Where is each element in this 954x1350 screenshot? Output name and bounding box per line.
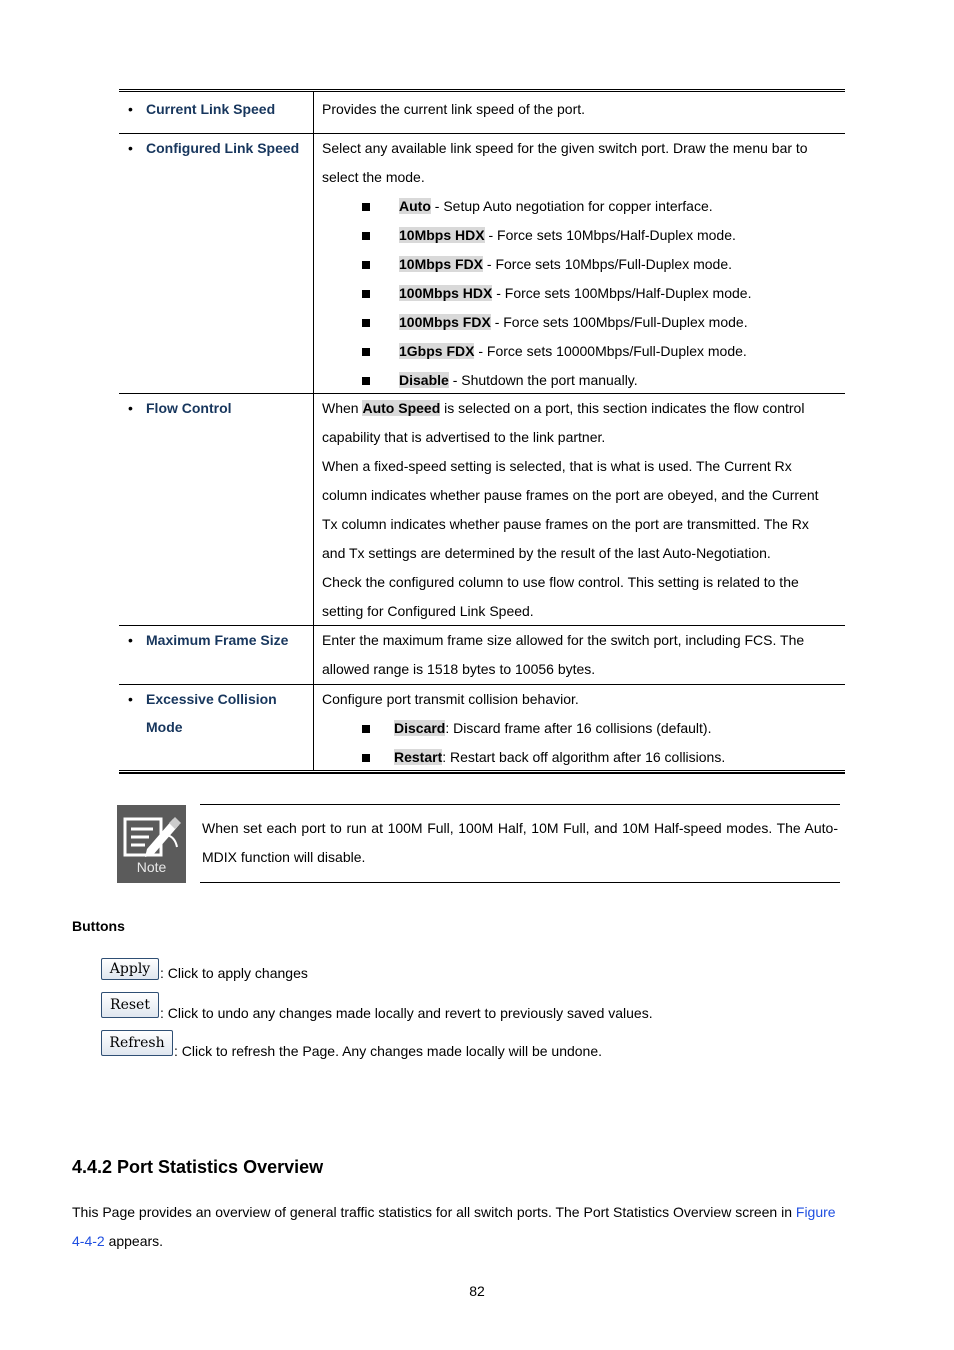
option-item (322, 337, 839, 366)
section-paragraph (72, 1198, 872, 1256)
option-term: Restart (394, 749, 443, 765)
option-term: 10Mbps HDX (399, 227, 485, 243)
option-desc: - Force sets 100Mbps/Full-Duplex mode. (490, 314, 748, 330)
desc-line: When a fixed-speed setting is selected, that is what is used. The Current Rx (322, 458, 792, 474)
refresh-desc: : Click to refresh the Page. Any changes made locally will be undone. (174, 1043, 603, 1059)
param-desc-cell (322, 626, 839, 684)
param-desc-cell (322, 685, 839, 772)
option-item (322, 221, 839, 250)
option-item (322, 308, 839, 337)
param-desc-cell (322, 394, 839, 626)
table-row (119, 685, 845, 771)
option-term: Discard (394, 720, 446, 736)
highlight-term: Auto Speed (362, 400, 441, 416)
option-term: 100Mbps FDX (399, 314, 491, 330)
desc-line: Enter the maximum frame size allowed for the switch port, including FCS. The (322, 632, 805, 648)
option-desc: - Force sets 10Mbps/Half-Duplex mode. (484, 227, 736, 243)
option-desc: : Restart back off algorithm after 16 collisions. (442, 749, 726, 765)
table-bottom-rule (119, 770, 845, 774)
figure-number-link[interactable]: 4-4-2 (72, 1233, 105, 1249)
table-row (119, 394, 845, 626)
option-item (322, 714, 839, 743)
param-name-cell (119, 685, 314, 771)
param-name-cell (119, 626, 314, 684)
option-item (322, 192, 839, 221)
desc-text: When (322, 400, 363, 416)
reset-button[interactable]: Reset (101, 992, 159, 1018)
desc-line: column indicates whether pause frames on the port are obeyed, and the Current (322, 487, 819, 503)
option-item (322, 250, 839, 279)
param-name: • Flow Control (128, 394, 326, 422)
desc-line: capability that is advertised to the link partner. (322, 429, 606, 445)
option-term: Disable (399, 372, 449, 388)
apply-button[interactable]: Apply (101, 958, 159, 980)
table-row (119, 626, 845, 685)
param-name-cell (119, 394, 314, 625)
reset-desc: : Click to undo any changes made locally and revert to previously saved values. (160, 1005, 653, 1021)
section-heading: 4.4.2 Port Statistics Overview (72, 1157, 324, 1177)
desc-line: Configure port transmit collision behavior. (322, 691, 579, 707)
param-name: • Maximum Frame Size (128, 626, 326, 654)
option-item (322, 743, 839, 772)
refresh-button[interactable]: Refresh (101, 1030, 173, 1056)
param-name: • Current Link Speed (128, 95, 326, 123)
option-desc: - Force sets 10Mbps/Full-Duplex mode. (483, 256, 732, 272)
option-item (322, 279, 839, 308)
desc-line: allowed range is 1518 bytes to 10056 bytes. (322, 661, 596, 677)
button-desc-row (101, 990, 653, 1021)
option-desc: : Discard frame after 16 collisions (default). (445, 720, 712, 736)
note-text: When set each port to run at 100M Full, 100M Half, 10M Full, and 10M Half-speed modes. The Auto-MDIX function will disable. (202, 820, 838, 865)
note-bottom-rule (200, 882, 840, 883)
desc-line: Provides the current link speed of the port. (322, 101, 586, 117)
para-text: appears. (104, 1233, 164, 1249)
option-desc: - Force sets 10000Mbps/Full-Duplex mode. (474, 343, 747, 359)
note-icon (117, 805, 186, 883)
desc-line (322, 394, 839, 423)
note-top-rule (200, 804, 840, 805)
option-term: Auto (399, 198, 431, 214)
param-name-cell (119, 92, 314, 133)
option-desc: - Shutdown the port manually. (448, 372, 638, 388)
table-row (119, 92, 845, 134)
option-desc: - Force sets 100Mbps/Half-Duplex mode. (492, 285, 752, 301)
param-desc-cell (322, 134, 839, 395)
figure-link[interactable]: Figure (795, 1204, 836, 1220)
desc-line: Tx column indicates whether pause frames on the port are transmitted. The Rx (322, 516, 809, 532)
option-item (322, 366, 839, 395)
option-term: 1Gbps FDX (399, 343, 475, 359)
button-desc-row (101, 957, 308, 985)
buttons-heading: Buttons (72, 918, 125, 934)
para-text: This Page provides an overview of general traffic statistics for all switch ports. The Port Statistics Overview screen in (72, 1204, 796, 1220)
param-name: • Excessive Collision Mode (128, 685, 296, 741)
apply-desc: : Click to apply changes (160, 965, 308, 981)
param-desc-cell (322, 92, 839, 124)
page-number: 82 (469, 1283, 485, 1299)
note-icon-label: Note (136, 859, 167, 875)
table-row (119, 134, 845, 394)
option-term: 10Mbps FDX (399, 256, 484, 272)
param-name: • Configured Link Speed (128, 134, 326, 162)
desc-line: and Tx settings are determined by the result of the last Auto-Negotiation. (322, 545, 771, 561)
desc-line: Check the configured column to use flow control. This setting is related to the (322, 574, 799, 590)
option-desc: - Setup Auto negotiation for copper interface. (430, 198, 713, 214)
button-desc-row (101, 1028, 603, 1059)
option-term: 100Mbps HDX (399, 285, 493, 301)
param-name-cell (119, 134, 314, 393)
desc-line: setting for Configured Link Speed. (322, 603, 534, 619)
desc-line: Select any available link speed for the given switch port. Draw the menu bar to (322, 140, 808, 156)
desc-text: is selected on a port, this section indicates the flow control (440, 400, 805, 416)
desc-line: select the mode. (322, 169, 425, 185)
